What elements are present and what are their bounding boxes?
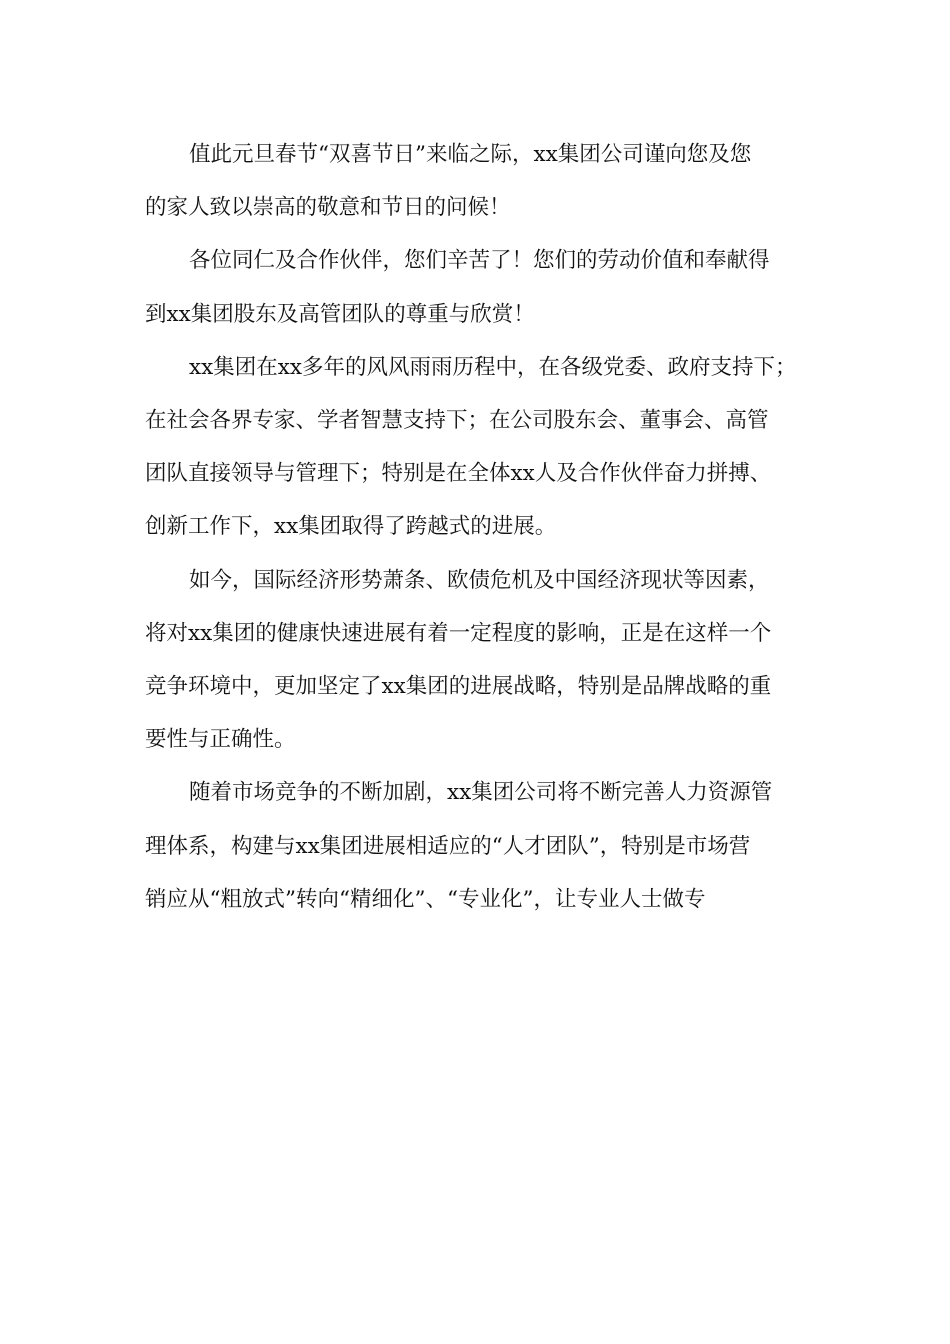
paragraph-line: 销应从“粗放式”转向“精细化”、“专业化”，让专业人士做专 (145, 886, 706, 912)
paragraph-line: 各位同仁及合作伙伴，您们辛苦了！您们的劳动价值和奉献得 (189, 248, 770, 274)
paragraph-line: 随着市场竞争的不断加剧，xx集团公司将不断完善人力资源管 (189, 780, 773, 806)
paragraph-line: 理体系，构建与xx集团进展相适应的“人才团队”，特别是市场营 (145, 833, 751, 859)
paragraph-line: 将对xx集团的健康快速进展有着一定程度的影响，正是在这样一个 (145, 620, 772, 646)
paragraph-line: 要性与正确性。 (145, 727, 296, 753)
paragraph-line: 团队直接领导与管理下；特别是在全体xx人及合作伙伴奋力拼搏、 (145, 461, 772, 487)
paragraph-line: 如今，国际经济形势萧条、欧债危机及中国经济现状等因素， (189, 567, 770, 593)
paragraph-line: xx集团在xx多年的风风雨雨历程中，在各级党委、政府支持下； (189, 354, 797, 380)
paragraph-3 (145, 341, 810, 554)
document-body (145, 128, 810, 926)
paragraph-1 (145, 128, 810, 234)
paragraph-4 (145, 554, 810, 767)
paragraph-line: 值此元旦春节“双喜节日”来临之际，xx集团公司谨向您及您 (189, 142, 752, 167)
paragraph-line: 创新工作下，xx集团取得了跨越式的进展。 (145, 514, 557, 540)
paragraph-line: 在社会各界专家、学者智慧支持下；在公司股东会、董事会、高管 (145, 408, 769, 434)
paragraph-line: 竞争环境中，更加坚定了xx集团的进展战略，特别是品牌战略的重 (145, 674, 772, 700)
paragraph-line: 到xx集团股东及高管团队的尊重与欣赏！ (145, 301, 535, 327)
paragraph-5 (145, 766, 810, 926)
paragraph-line: 的家人致以崇高的敬意和节日的问候！ (145, 195, 511, 221)
paragraph-2 (145, 234, 810, 340)
